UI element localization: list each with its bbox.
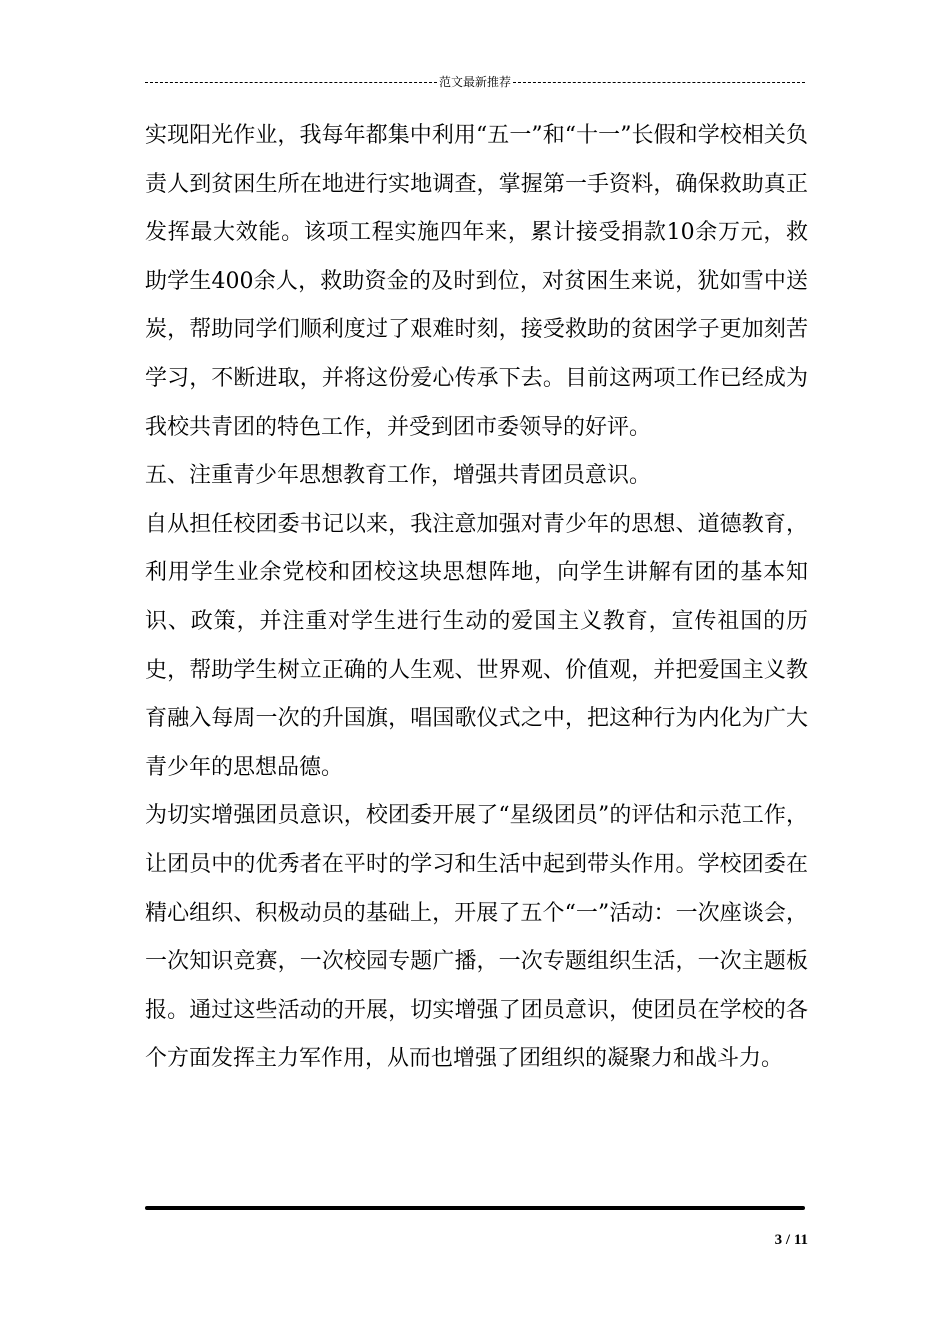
header-label: 范文最新推荐 (439, 75, 512, 89)
paragraph-3: 为切实增强团员意识，校团委开展了“星级团员”的评估和示范工作，让团员中的优秀者在平时的学习和生活中起到带头作用。学校团委在精心组织、积极动员的基础上，开展了五个“一”活动：一次座谈会，一次知识竞赛，一次校园专题广播，一次专题组织生活，一次主题板报。通过这些活动的开展，切实增强了团员意识，使团员在学校的各个方面发挥主力军作用，从而也增强了团组织的凝聚力和战斗力。 (145, 803, 808, 1072)
page-header (145, 72, 805, 92)
section-heading: 五、注重青少年思想教育工作，增强共青团员意识。 (145, 463, 652, 489)
page-number: 3 / 11 (774, 1232, 808, 1248)
header-dash-left (145, 82, 437, 83)
paragraph-2: 自从担任校团委书记以来，我注意加强对青少年的思想、道德教育，利用学生业余党校和团校这块思想阵地，向学生讲解有团的基本知识、政策，并注重对学生进行生动的爱国主义教育，宣传祖国的历史，帮助学生树立正确的人生观、世界观、价值观，并把爱国主义教育融入每周一次的升国旗，唱国歌仪式之中，把这种行为内化为广大青少年的思想品德。 (145, 511, 808, 780)
document-body (145, 112, 808, 1084)
paragraph-1: 实现阳光作业，我每年都集中利用“五一”和“十一”长假和学校相关负责人到贫困生所在地进行实地调查，掌握第一手资料，确保救助真正发挥最大效能。该项工程实施四年来，累计接受捐款10余万元，救助学生400余人，救助资金的及时到位，对贫困生来说，犹如雪中送炭，帮助同学们顺利度过了艰难时刻，接受救助的贫困学子更加刻苦学习，不断进取，并将这份爱心传承下去。目前这两项工作已经成为我校共青团的特色工作，并受到团市委领导的好评。 (145, 123, 808, 440)
footer-rule (145, 1206, 805, 1210)
header-dash-right (513, 82, 805, 83)
